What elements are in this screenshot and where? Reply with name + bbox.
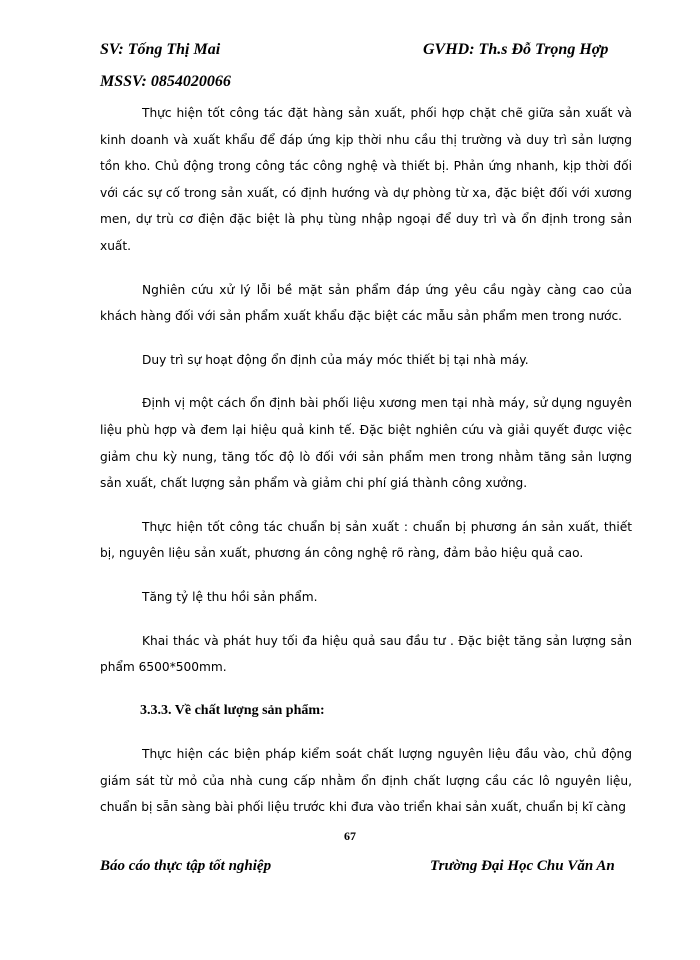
footer-report-title: Báo cáo thực tập tốt nghiệp bbox=[100, 858, 272, 874]
header-student-id: MSSV: 0854020066 bbox=[100, 73, 231, 90]
header-student-name: SV: Tống Thị Mai bbox=[100, 41, 221, 58]
document-body bbox=[100, 100, 632, 838]
paragraph-machine-operation: Duy trì sự hoạt động ổn định của máy móc thiết bị tại nhà máy. bbox=[142, 352, 529, 367]
paragraph-production-prep: Thực hiện tốt công tác chuẩn bị sản xuất : chuẩn bị phương án sản xuất, thiết bị, nguyên liệu sản xuất, phương án công nghệ rõ ràng, đảm bảo hiệu quả cao. bbox=[100, 519, 632, 561]
paragraph-material-mix: Định vị một cách ổn định bài phối liệu xương men tại nhà máy, sử dụng nguyên liệu phù hợp và đem lại hiệu quả kinh tế. Đặc biệt nghiên cứu và giải quyết được việc giảm chu kỳ nung, tăng tốc độ lò đối với sản phẩm men trong nhằm tăng sản lượng sản xuất, chất lượng sản phẩm và giảm chi phí giá thành công xưởng. bbox=[100, 396, 632, 491]
page-number: 67 bbox=[344, 829, 356, 843]
paragraph-quality-control: Thực hiện các biện pháp kiểm soát chất lượng nguyên liệu đầu vào, chủ động giám sát từ mỏ của nhà cung cấp nhằm ổn định chất lượng cầu các lô nguyên liệu, chuẩn bị sẵn sàng bài phối liệu trước khi đưa vào triển khai sản xuất, chuẩn bị kĩ càng bbox=[100, 747, 632, 815]
header-advisor: GVHD: Th.s Đỗ Trọng Hợp bbox=[423, 41, 609, 58]
section-heading: 3.3.3. Về chất lượng sản phẩm: bbox=[140, 702, 325, 718]
footer-university: Trường Đại Học Chu Văn An bbox=[430, 858, 615, 874]
paragraph-surface-defects: Nghiên cứu xử lý lỗi bề mặt sản phẩm đáp ứng yêu cầu ngày càng cao của khách hàng đối với sản phẩm xuất khẩu đặc biệt các mẫu sản phẩm men trong nước. bbox=[100, 282, 632, 324]
paragraph-recovery-rate: Tăng tỷ lệ thu hồi sản phẩm. bbox=[142, 589, 318, 604]
paragraph-investment: Khai thác và phát huy tối đa hiệu quả sau đầu tư . Đặc biệt tăng sản lượng sản phẩm 6500*500mm. bbox=[100, 633, 632, 675]
paragraph-production-order: Thực hiện tốt công tác đặt hàng sản xuất, phối hợp chặt chẽ giữa sản xuất và kinh doanh và xuất khẩu để đáp ứng kịp thời nhu cầu thị trường và duy trì sản lượng tồn kho. Chủ động trong công tác công nghệ và thiết bị. Phản ứng nhanh, kịp thời đối với các sự cố trong sản xuất, có định hướng và dự phòng từ xa, đặc biệt đối với xương men, dự trù cơ điện đặc biệt là phụ tùng nhập ngoại để duy trì và ổn định trong sản xuất. bbox=[100, 106, 632, 253]
